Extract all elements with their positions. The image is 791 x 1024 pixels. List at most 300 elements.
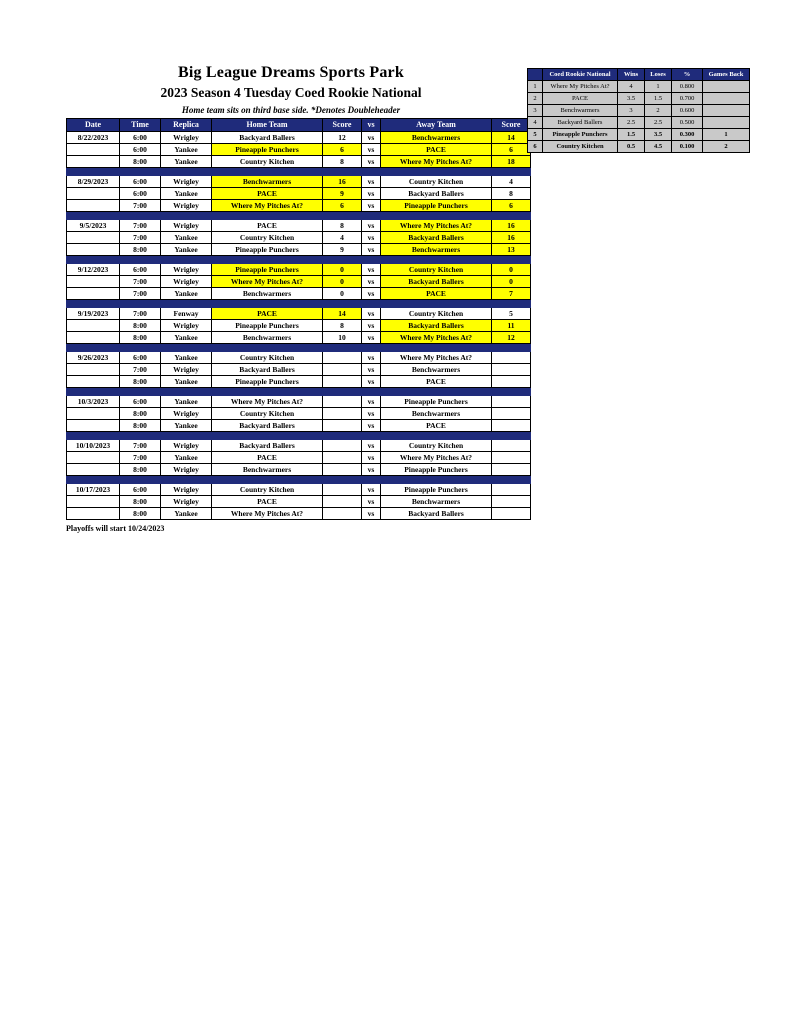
cell-home-score: 4 <box>323 232 362 244</box>
cell-replica: Wrigley <box>161 496 212 508</box>
cell-team-name: Backyard Ballers <box>543 117 618 129</box>
cell-home-score: 0 <box>323 276 362 288</box>
cell-time: 6:00 <box>120 188 161 200</box>
cell-time: 7:00 <box>120 232 161 244</box>
col-rank <box>528 69 543 81</box>
cell-vs: vs <box>362 176 381 188</box>
cell-vs: vs <box>362 132 381 144</box>
cell-home-team: Where My Pitches At? <box>212 396 323 408</box>
standings-body <box>528 81 750 153</box>
cell-away-team: PACE <box>381 376 492 388</box>
cell-home-score <box>323 508 362 520</box>
cell-home-team: Pineapple Punchers <box>212 144 323 156</box>
cell-vs: vs <box>362 364 381 376</box>
cell-rank: 3 <box>528 105 543 117</box>
cell-replica: Yankee <box>161 396 212 408</box>
cell-time: 8:00 <box>120 156 161 168</box>
cell-away-team: Where My Pitches At? <box>381 452 492 464</box>
col-wins: Wins <box>618 69 645 81</box>
cell-vs: vs <box>362 452 381 464</box>
cell-away-team: Where My Pitches At? <box>381 156 492 168</box>
standings-row <box>528 105 750 117</box>
separator-cell <box>67 344 531 352</box>
table-row <box>67 496 531 508</box>
cell-away-score: 16 <box>492 232 531 244</box>
schedule-separator <box>67 168 531 176</box>
cell-date <box>67 232 120 244</box>
col-division: Coed Rookie National <box>543 69 618 81</box>
cell-home-team: Where My Pitches At? <box>212 276 323 288</box>
cell-wins: 3.5 <box>618 93 645 105</box>
cell-date: 9/5/2023 <box>67 220 120 232</box>
cell-away-score <box>492 396 531 408</box>
schedule-separator <box>67 256 531 264</box>
cell-home-team: Where My Pitches At? <box>212 200 323 212</box>
cell-date <box>67 496 120 508</box>
table-row <box>67 452 531 464</box>
separator-cell <box>67 432 531 440</box>
cell-replica: Yankee <box>161 288 212 300</box>
cell-date: 8/22/2023 <box>67 132 120 144</box>
cell-vs: vs <box>362 320 381 332</box>
separator-cell <box>67 168 531 176</box>
table-row <box>67 264 531 276</box>
cell-away-team: Where My Pitches At? <box>381 352 492 364</box>
cell-time: 6:00 <box>120 132 161 144</box>
cell-home-team: Benchwarmers <box>212 332 323 344</box>
schedule-separator <box>67 344 531 352</box>
cell-games-back <box>703 93 750 105</box>
standings-table <box>527 68 750 153</box>
cell-games-back: 1 <box>703 129 750 141</box>
separator-cell <box>67 256 531 264</box>
cell-away-team: Country Kitchen <box>381 176 492 188</box>
schedule-table <box>66 118 531 520</box>
cell-home-score: 16 <box>323 176 362 188</box>
col-games-back: Games Back <box>703 69 750 81</box>
cell-vs: vs <box>362 200 381 212</box>
cell-loses: 2.5 <box>645 117 672 129</box>
cell-home-team: Pineapple Punchers <box>212 264 323 276</box>
table-row <box>67 320 531 332</box>
cell-time: 8:00 <box>120 464 161 476</box>
standings-row <box>528 81 750 93</box>
schedule-separator <box>67 432 531 440</box>
cell-date <box>67 320 120 332</box>
cell-home-score <box>323 464 362 476</box>
separator-cell <box>67 212 531 220</box>
cell-away-score: 7 <box>492 288 531 300</box>
cell-time: 8:00 <box>120 332 161 344</box>
cell-home-score <box>323 420 362 432</box>
cell-home-team: PACE <box>212 188 323 200</box>
cell-away-team: Country Kitchen <box>381 308 492 320</box>
home-team-note: Home team sits on third base side. *Denotes Doubleheader <box>181 105 401 115</box>
table-row <box>67 288 531 300</box>
cell-vs: vs <box>362 508 381 520</box>
cell-date <box>67 464 120 476</box>
standings-row <box>528 141 750 153</box>
table-row <box>67 176 531 188</box>
cell-home-score <box>323 440 362 452</box>
cell-wins: 2.5 <box>618 117 645 129</box>
cell-home-score: 8 <box>323 156 362 168</box>
cell-games-back <box>703 81 750 93</box>
cell-vs: vs <box>362 484 381 496</box>
cell-home-score: 0 <box>323 264 362 276</box>
col-date: Date <box>67 119 120 132</box>
cell-away-score <box>492 440 531 452</box>
cell-time: 7:00 <box>120 440 161 452</box>
cell-home-score <box>323 408 362 420</box>
cell-rank: 4 <box>528 117 543 129</box>
cell-win-pct: 0.300 <box>672 129 703 141</box>
cell-home-team: Country Kitchen <box>212 232 323 244</box>
cell-rank: 1 <box>528 81 543 93</box>
cell-date <box>67 376 120 388</box>
cell-home-score: 12 <box>323 132 362 144</box>
cell-home-team: PACE <box>212 452 323 464</box>
cell-away-team: Country Kitchen <box>381 264 492 276</box>
cell-win-pct: 0.100 <box>672 141 703 153</box>
cell-away-score: 6 <box>492 200 531 212</box>
cell-loses: 3.5 <box>645 129 672 141</box>
cell-replica: Wrigley <box>161 408 212 420</box>
cell-away-team: Backyard Ballers <box>381 508 492 520</box>
cell-home-score <box>323 396 362 408</box>
cell-home-score <box>323 364 362 376</box>
cell-games-back: 2 <box>703 141 750 153</box>
cell-away-team: Benchwarmers <box>381 132 492 144</box>
cell-games-back <box>703 105 750 117</box>
cell-date <box>67 244 120 256</box>
cell-away-score: 0 <box>492 264 531 276</box>
cell-date <box>67 276 120 288</box>
cell-replica: Wrigley <box>161 176 212 188</box>
cell-replica: Wrigley <box>161 276 212 288</box>
table-row <box>67 464 531 476</box>
separator-cell <box>67 388 531 396</box>
cell-replica: Yankee <box>161 420 212 432</box>
cell-date: 10/17/2023 <box>67 484 120 496</box>
table-row <box>67 376 531 388</box>
cell-home-score: 9 <box>323 188 362 200</box>
cell-time: 6:00 <box>120 484 161 496</box>
cell-time: 8:00 <box>120 408 161 420</box>
cell-team-name: Benchwarmers <box>543 105 618 117</box>
cell-wins: 0.5 <box>618 141 645 153</box>
cell-date: 9/26/2023 <box>67 352 120 364</box>
cell-home-team: Where My Pitches At? <box>212 508 323 520</box>
cell-away-team: Benchwarmers <box>381 408 492 420</box>
table-row <box>67 396 531 408</box>
cell-home-team: Pineapple Punchers <box>212 244 323 256</box>
cell-home-score: 8 <box>323 220 362 232</box>
cell-loses: 1 <box>645 81 672 93</box>
cell-replica: Yankee <box>161 452 212 464</box>
cell-time: 8:00 <box>120 496 161 508</box>
cell-home-team: Benchwarmers <box>212 288 323 300</box>
cell-time: 8:00 <box>120 376 161 388</box>
cell-win-pct: 0.500 <box>672 117 703 129</box>
cell-date <box>67 508 120 520</box>
cell-replica: Wrigley <box>161 132 212 144</box>
cell-away-score: 13 <box>492 244 531 256</box>
cell-team-name: Country Kitchen <box>543 141 618 153</box>
cell-away-score <box>492 408 531 420</box>
cell-replica: Wrigley <box>161 200 212 212</box>
cell-date: 10/3/2023 <box>67 396 120 408</box>
cell-away-team: Backyard Ballers <box>381 276 492 288</box>
page-subtitle: 2023 Season 4 Tuesday Coed Rookie National <box>160 85 422 100</box>
cell-away-score <box>492 508 531 520</box>
cell-time: 6:00 <box>120 176 161 188</box>
cell-team-name: Where My Pitches At? <box>543 81 618 93</box>
cell-away-team: PACE <box>381 144 492 156</box>
cell-home-team: Country Kitchen <box>212 408 323 420</box>
cell-home-score <box>323 352 362 364</box>
table-row <box>67 332 531 344</box>
cell-vs: vs <box>362 188 381 200</box>
cell-date: 10/10/2023 <box>67 440 120 452</box>
col-home-score: Score <box>323 119 362 132</box>
table-row <box>67 484 531 496</box>
cell-away-team: Where My Pitches At? <box>381 220 492 232</box>
cell-date <box>67 156 120 168</box>
cell-team-name: Pineapple Punchers <box>543 129 618 141</box>
cell-date <box>67 452 120 464</box>
cell-time: 8:00 <box>120 420 161 432</box>
cell-replica: Yankee <box>161 188 212 200</box>
cell-vs: vs <box>362 232 381 244</box>
cell-away-score <box>492 376 531 388</box>
title-block <box>66 64 516 115</box>
cell-home-score <box>323 452 362 464</box>
cell-time: 8:00 <box>120 320 161 332</box>
cell-home-score <box>323 484 362 496</box>
table-row <box>67 144 531 156</box>
cell-vs: vs <box>362 376 381 388</box>
table-row <box>67 364 531 376</box>
cell-home-score <box>323 376 362 388</box>
cell-away-score: 5 <box>492 308 531 320</box>
cell-home-score: 6 <box>323 144 362 156</box>
col-replica: Replica <box>161 119 212 132</box>
table-row <box>67 276 531 288</box>
cell-away-team: Pineapple Punchers <box>381 484 492 496</box>
cell-date <box>67 188 120 200</box>
cell-date <box>67 420 120 432</box>
cell-away-team: Where My Pitches At? <box>381 332 492 344</box>
cell-vs: vs <box>362 308 381 320</box>
schedule-separator <box>67 212 531 220</box>
col-away-score: Score <box>492 119 531 132</box>
cell-home-team: Benchwarmers <box>212 176 323 188</box>
cell-vs: vs <box>362 440 381 452</box>
cell-away-score: 0 <box>492 276 531 288</box>
cell-replica: Yankee <box>161 332 212 344</box>
cell-away-score <box>492 352 531 364</box>
cell-away-score: 6 <box>492 144 531 156</box>
cell-rank: 5 <box>528 129 543 141</box>
cell-loses: 4.5 <box>645 141 672 153</box>
cell-time: 7:00 <box>120 276 161 288</box>
cell-home-score: 10 <box>323 332 362 344</box>
cell-date <box>67 288 120 300</box>
cell-home-team: Backyard Ballers <box>212 440 323 452</box>
col-loses: Loses <box>645 69 672 81</box>
cell-time: 7:00 <box>120 220 161 232</box>
cell-replica: Yankee <box>161 352 212 364</box>
cell-time: 6:00 <box>120 144 161 156</box>
cell-vs: vs <box>362 420 381 432</box>
cell-rank: 6 <box>528 141 543 153</box>
cell-time: 7:00 <box>120 288 161 300</box>
playoffs-note: Playoffs will start 10/24/2023 <box>66 524 165 533</box>
cell-away-score: 16 <box>492 220 531 232</box>
cell-away-score <box>492 484 531 496</box>
cell-vs: vs <box>362 244 381 256</box>
cell-away-team: Backyard Ballers <box>381 320 492 332</box>
cell-home-score: 0 <box>323 288 362 300</box>
cell-away-team: Benchwarmers <box>381 364 492 376</box>
cell-time: 7:00 <box>120 308 161 320</box>
table-row <box>67 200 531 212</box>
table-row <box>67 408 531 420</box>
standings-row <box>528 117 750 129</box>
separator-cell <box>67 476 531 484</box>
schedule-separator <box>67 300 531 308</box>
table-row <box>67 420 531 432</box>
cell-replica: Yankee <box>161 244 212 256</box>
cell-vs: vs <box>362 396 381 408</box>
cell-time: 6:00 <box>120 264 161 276</box>
cell-wins: 1.5 <box>618 129 645 141</box>
cell-time: 7:00 <box>120 200 161 212</box>
cell-time: 6:00 <box>120 352 161 364</box>
cell-home-team: Country Kitchen <box>212 352 323 364</box>
cell-away-team: Pineapple Punchers <box>381 396 492 408</box>
cell-wins: 3 <box>618 105 645 117</box>
cell-home-team: PACE <box>212 220 323 232</box>
cell-replica: Wrigley <box>161 220 212 232</box>
cell-home-score <box>323 496 362 508</box>
cell-replica: Wrigley <box>161 320 212 332</box>
schedule-body <box>67 132 531 520</box>
cell-vs: vs <box>362 408 381 420</box>
cell-away-team: Benchwarmers <box>381 496 492 508</box>
cell-vs: vs <box>362 264 381 276</box>
cell-loses: 1.5 <box>645 93 672 105</box>
cell-replica: Wrigley <box>161 484 212 496</box>
cell-vs: vs <box>362 288 381 300</box>
cell-date: 8/29/2023 <box>67 176 120 188</box>
cell-away-score: 14 <box>492 132 531 144</box>
cell-away-score: 12 <box>492 332 531 344</box>
cell-home-team: Country Kitchen <box>212 484 323 496</box>
table-row <box>67 132 531 144</box>
col-away-team: Away Team <box>381 119 492 132</box>
cell-away-score <box>492 420 531 432</box>
cell-away-team: Country Kitchen <box>381 440 492 452</box>
cell-time: 8:00 <box>120 244 161 256</box>
cell-vs: vs <box>362 464 381 476</box>
cell-home-score: 9 <box>323 244 362 256</box>
cell-away-team: Backyard Ballers <box>381 188 492 200</box>
cell-vs: vs <box>362 220 381 232</box>
schedule-header-row <box>67 119 531 132</box>
standings-row <box>528 93 750 105</box>
cell-away-score: 8 <box>492 188 531 200</box>
cell-vs: vs <box>362 332 381 344</box>
cell-games-back <box>703 117 750 129</box>
cell-date <box>67 200 120 212</box>
cell-vs: vs <box>362 276 381 288</box>
table-row <box>67 508 531 520</box>
cell-replica: Fenway <box>161 308 212 320</box>
cell-home-team: Benchwarmers <box>212 464 323 476</box>
cell-home-team: Pineapple Punchers <box>212 376 323 388</box>
cell-replica: Yankee <box>161 508 212 520</box>
page-title: Big League Dreams Sports Park <box>178 64 404 81</box>
table-row <box>67 232 531 244</box>
cell-replica: Wrigley <box>161 264 212 276</box>
cell-loses: 2 <box>645 105 672 117</box>
table-row <box>67 440 531 452</box>
cell-home-team: Pineapple Punchers <box>212 320 323 332</box>
cell-rank: 2 <box>528 93 543 105</box>
cell-away-score <box>492 464 531 476</box>
cell-date <box>67 408 120 420</box>
cell-win-pct: 0.700 <box>672 93 703 105</box>
cell-win-pct: 0.600 <box>672 105 703 117</box>
col-vs: vs <box>362 119 381 132</box>
col-time: Time <box>120 119 161 132</box>
cell-date: 9/19/2023 <box>67 308 120 320</box>
cell-away-team: Pineapple Punchers <box>381 464 492 476</box>
cell-home-team: Backyard Ballers <box>212 132 323 144</box>
cell-away-team: PACE <box>381 288 492 300</box>
cell-home-score: 8 <box>323 320 362 332</box>
table-row <box>67 188 531 200</box>
cell-home-team: Backyard Ballers <box>212 364 323 376</box>
cell-date <box>67 364 120 376</box>
cell-home-team: Backyard Ballers <box>212 420 323 432</box>
cell-time: 7:00 <box>120 452 161 464</box>
cell-away-score <box>492 496 531 508</box>
standings-header <box>528 69 750 81</box>
schedule-header <box>67 119 531 132</box>
cell-replica: Yankee <box>161 376 212 388</box>
cell-away-score <box>492 452 531 464</box>
cell-home-score: 6 <box>323 200 362 212</box>
cell-vs: vs <box>362 156 381 168</box>
cell-replica: Yankee <box>161 156 212 168</box>
cell-vs: vs <box>362 144 381 156</box>
cell-home-team: PACE <box>212 308 323 320</box>
cell-date: 9/12/2023 <box>67 264 120 276</box>
table-row <box>67 352 531 364</box>
cell-date <box>67 144 120 156</box>
cell-time: 7:00 <box>120 364 161 376</box>
cell-vs: vs <box>362 352 381 364</box>
cell-away-score: 4 <box>492 176 531 188</box>
table-row <box>67 220 531 232</box>
cell-replica: Yankee <box>161 144 212 156</box>
separator-cell <box>67 300 531 308</box>
cell-replica: Wrigley <box>161 364 212 376</box>
cell-time: 8:00 <box>120 508 161 520</box>
